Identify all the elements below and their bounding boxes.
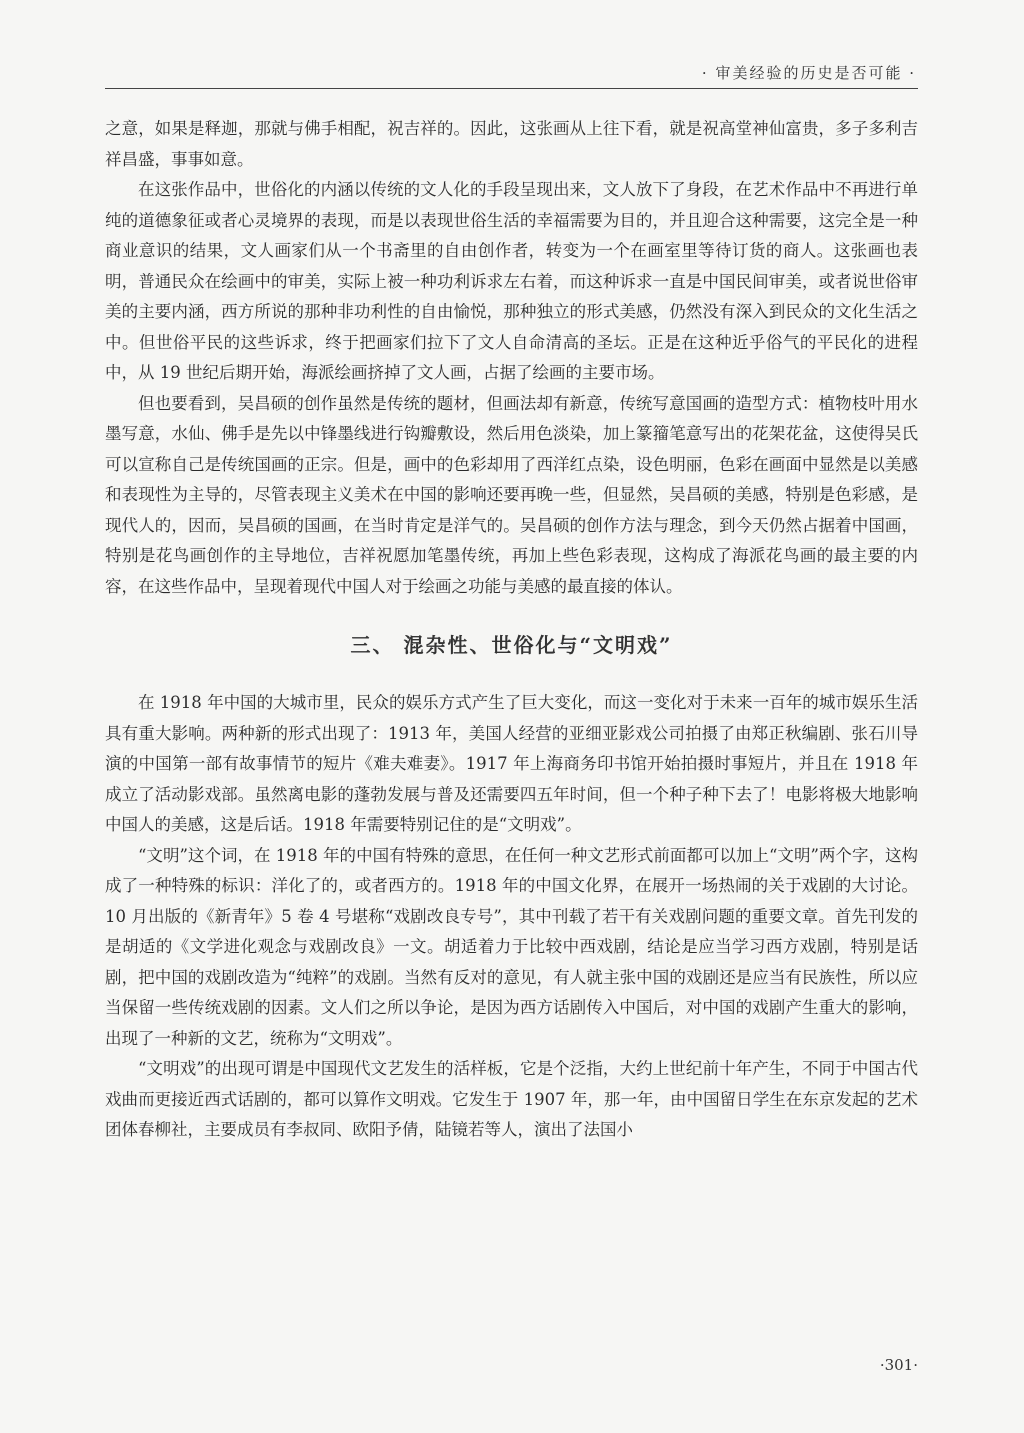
paragraph: 在这张作品中，世俗化的内涵以传统的文人化的手段呈现出来，文人放下了身段，在艺术作品中不再进行单纯的道德象征或者心灵境界的表现，而是以表现世俗生活的幸福需要为目的，并且迎合这种需要，这完全是一种商业意识的结果，文人画家们从一个书斋里的自由创作者，转变为一个在画室里等待订货的商人。这张画也表明，普通民众在绘画中的审美，实际上被一种功利诉求左右着，而这种诉求一直是中国民间审美，或者说世俗审美的主要内涵，西方所说的那种非功利性的自由愉悦，那种独立的形式美感，仍然没有深入到民众的文化生活之中。但世俗平民的这些诉求，终于把画家们拉下了文人自命清高的圣坛。正是在这种近乎俗气的平民化的进程中，从 19 世纪后期开始，海派绘画挤掉了文人画，占据了绘画的主要市场。 [105, 180, 918, 382]
paragraph: “文明戏”的出现可谓是中国现代文艺发生的活样板，它是个泛指，大约上世纪前十年产生，不同于中国古代戏曲而更接近西式话剧的，都可以算作文明戏。它发生于 1907 年，那一年，由中国留日学生在东京发起的艺术团体春柳社，主要成员有李叔同、欧阳予倩，陆镜若等人，演出了法国小 [105, 1059, 918, 1139]
paragraph: 但也要看到，吴昌硕的创作虽然是传统的题材，但画法却有新意，传统写意国画的造型方式：植物枝叶用水墨写意，水仙、佛手是先以中锋墨线进行钩瓣敷设，然后用色淡染，加上篆籀笔意写出的花架花盆，这使得吴氏可以宣称自己是传统国画的正宗。但是，画中的色彩却用了西洋红点染，设色明丽，色彩在画面中显然是以美感和表现性为主导的，尽管表现主义美术在中国的影响还要再晚一些，但显然，吴昌硕的美感，特别是色彩感，是现代人的，因而，吴昌硕的国画，在当时肯定是洋气的。吴昌硕的创作方法与理念，到今天仍然占据着中国画，特别是花鸟画创作的主导地位，吉祥祝愿加笔墨传统，再加上些色彩表现，这构成了海派花鸟画的最主要的内容，在这些作品中，呈现着现代中国人对于绘画之功能与美感的最直接的体认。 [105, 393, 918, 596]
paragraph: “文明”这个词，在 1918 年的中国有特殊的意思，在任何一种文艺形式前面都可以加上“文明”两个字，这构成了一种特殊的标识：洋化了的，或者西方的。1918 年的中国文化界，在展开一场热闹的关于戏剧的大讨论。10 月出版的《新青年》5 卷 4 号堪称“戏剧改良专号”，其中刊载了若干有关戏剧问题的重要文章。首先刊发的是胡适的《文学进化观念与戏剧改良》一文。胡适着力于比较中西戏剧，结论是应当学习西方戏剧，特别是话剧，把中国的戏剧改造为“纯粹”的戏剧。当然有反对的意见，有人就主张中国的戏剧还是应当有民族性，所以应当保留一些传统戏剧的因素。文人们之所以争论，是因为西方话剧传入中国后，对中国的戏剧产生重大的影响，出现了一种新的文艺，统称为“文明戏”。 [105, 845, 918, 1048]
section-heading: 三、 混杂性、世俗化与“文明戏” [350, 633, 673, 657]
page-number: ·301· [879, 1356, 918, 1374]
running-header-title: · 审美经验的历史是否可能 · [701, 64, 916, 82]
body-text [105, 114, 918, 1146]
running-header [105, 58, 918, 89]
paragraph-continuation: 之意，如果是释迦，那就与佛手相配，祝吉祥的。因此，这张画从上往下看，就是祝高堂神仙富贵，多子多利吉祥昌盛，事事如意。 [105, 119, 918, 169]
paragraph: 在 1918 年中国的大城市里，民众的娱乐方式产生了巨大变化，而这一变化对于未来一百年的城市娱乐生活具有重大影响。两种新的形式出现了：1913 年，美国人经营的亚细亚影戏公司拍摄了由郑正秋编剧、张石川导演的中国第一部有故事情节的短片《难夫难妻》。1917 年上海商务印书馆开始拍摄时事短片，并且在 1918 年成立了活动影戏部。虽然离电影的蓬勃发展与普及还需要四五年时间，但一个种子种下去了！电影将极大地影响中国人的美感，这是后话。1918 年需要特别记住的是“文明戏”。 [105, 693, 918, 834]
